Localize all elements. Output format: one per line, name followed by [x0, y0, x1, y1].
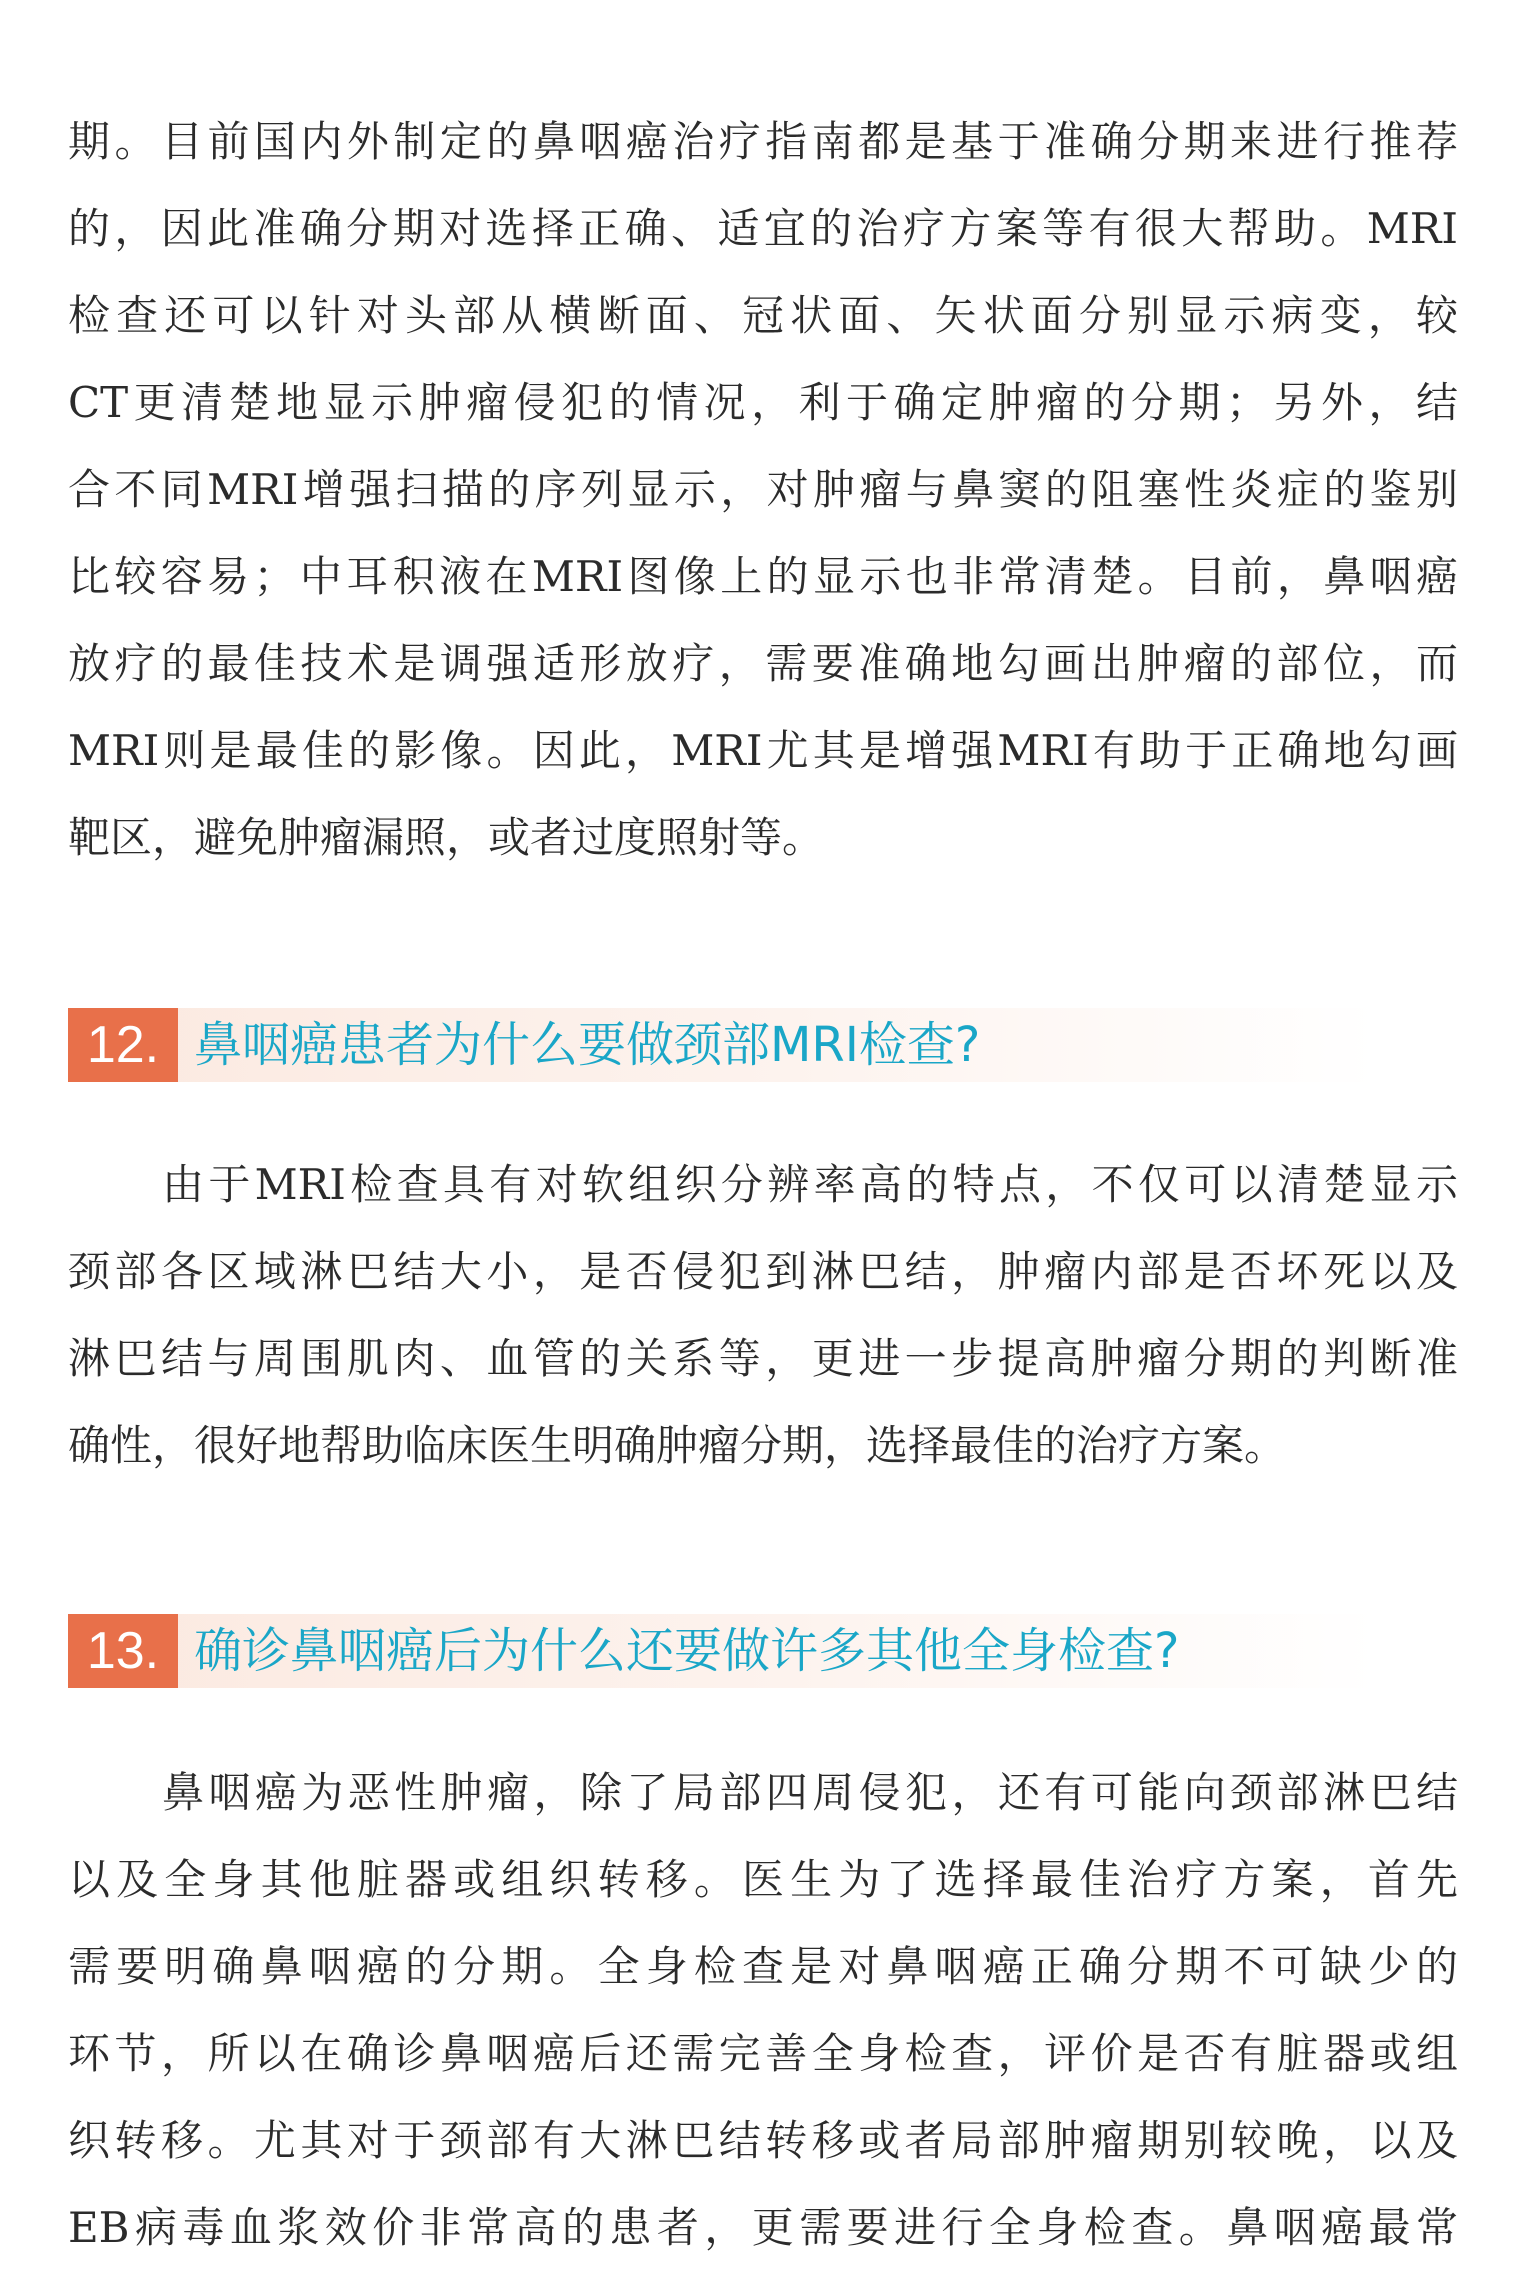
paragraph-line: 放疗的最佳技术是调强适形放疗，需要准确地勾画出肿瘤的部位，而	[68, 639, 1458, 688]
paragraph-line: 由于MRI检查具有对软组织分辨率高的特点，不仅可以清楚显示	[162, 1160, 1458, 1209]
section-number-badge: 12.	[68, 1008, 178, 1082]
paragraph-neck-mri	[68, 1141, 1458, 1489]
paragraph-line: 淋巴结与周围肌肉、血管的关系等，更进一步提高肿瘤分期的判断准	[68, 1334, 1458, 1383]
section-heading-13	[68, 1614, 1378, 1688]
paragraph-line: 颈部各区域淋巴结大小，是否侵犯到淋巴结，肿瘤内部是否坏死以及	[68, 1247, 1458, 1296]
paragraph-line: 期。目前国内外制定的鼻咽癌治疗指南都是基于准确分期来进行推荐	[68, 117, 1458, 166]
section-number-badge: 13.	[68, 1614, 178, 1688]
section-title: 鼻咽癌患者为什么要做颈部MRI检查?	[194, 1017, 981, 1073]
paragraph-line: 检查还可以针对头部从横断面、冠状面、矢状面分别显示病变，较	[68, 291, 1458, 340]
paragraph-line: 比较容易；中耳积液在MRI图像上的显示也非常清楚。目前，鼻咽癌	[68, 552, 1458, 601]
paragraph-whole-body-exam	[68, 1749, 1458, 2271]
section-heading-12	[68, 1008, 1378, 1082]
paragraph-line: 确性，很好地帮助临床医生明确肿瘤分期，选择最佳的治疗方案。	[68, 1421, 1287, 1470]
paragraph-line: EB病毒血浆效价非常高的患者，更需要进行全身检查。鼻咽癌最常	[68, 2203, 1458, 2252]
paragraph-line: 靶区，避免肿瘤漏照，或者过度照射等。	[68, 813, 825, 862]
paragraph-line: 需要明确鼻咽癌的分期。全身检查是对鼻咽癌正确分期不可缺少的	[68, 1942, 1458, 1991]
paragraph-line: MRI则是最佳的影像。因此，MRI尤其是增强MRI有助于正确地勾画	[68, 726, 1458, 775]
paragraph-mri-head-staging	[68, 98, 1458, 881]
paragraph-line: 以及全身其他脏器或组织转移。医生为了选择最佳治疗方案，首先	[68, 1855, 1458, 1904]
paragraph-line: CT更清楚地显示肿瘤侵犯的情况，利于确定肿瘤的分期；另外，结	[68, 378, 1458, 427]
section-title: 确诊鼻咽癌后为什么还要做许多其他全身检查?	[194, 1623, 1180, 1679]
paragraph-line: 织转移。尤其对于颈部有大淋巴结转移或者局部肿瘤期别较晚，以及	[68, 2116, 1458, 2165]
paragraph-line: 环节，所以在确诊鼻咽癌后还需完善全身检查，评价是否有脏器或组	[68, 2029, 1458, 2078]
paragraph-line: 的，因此准确分期对选择正确、适宜的治疗方案等有很大帮助。MRI	[68, 204, 1458, 253]
paragraph-line: 鼻咽癌为恶性肿瘤，除了局部四周侵犯，还有可能向颈部淋巴结	[162, 1768, 1458, 1817]
paragraph-line: 合不同MRI增强扫描的序列显示，对肿瘤与鼻窦的阻塞性炎症的鉴别	[68, 465, 1458, 514]
